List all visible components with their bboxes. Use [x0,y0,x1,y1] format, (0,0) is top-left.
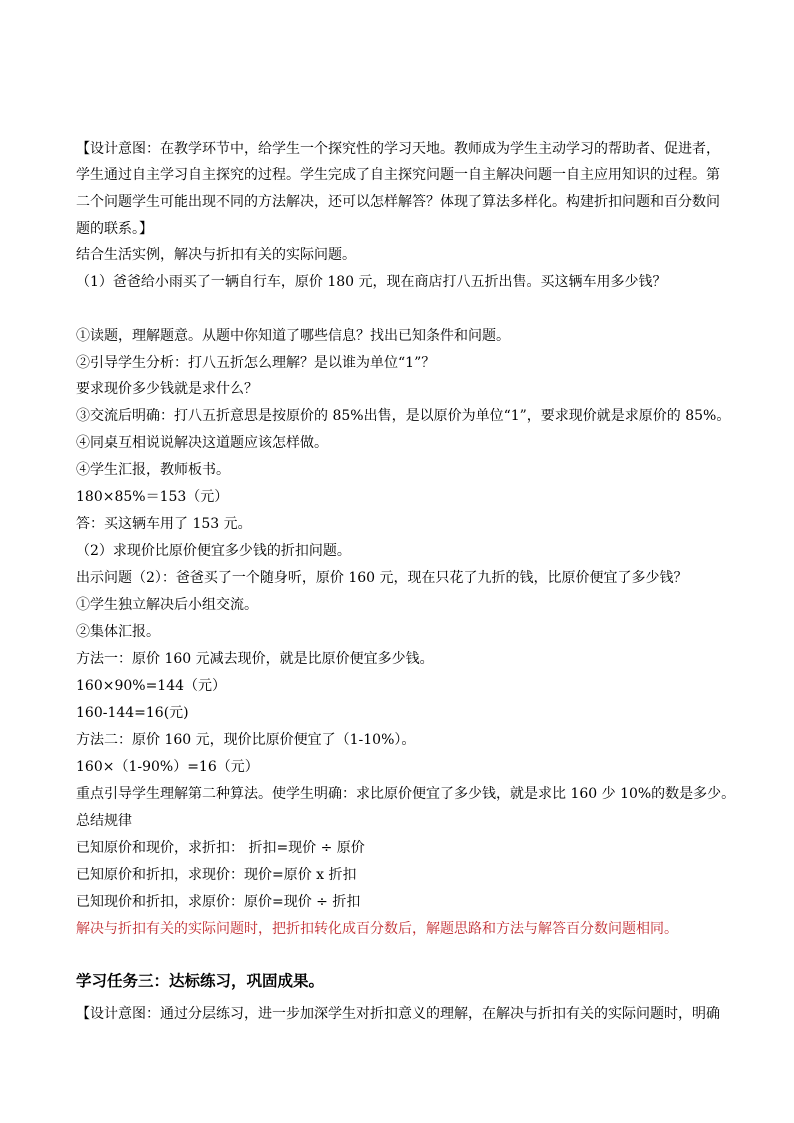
problem-2-title: （2）求现价比原价便宜多少钱的折扣问题。 [76,543,351,559]
method-1: 方法一：原价 160 元减去现价，就是比原价便宜多少钱。 [76,651,434,667]
step-read: ①读题，理解题意。从题中你知道了哪些信息？找出已知条件和问题。 [76,328,510,344]
rule-1: 已知原价和现价，求折扣： 折扣=现价 ÷ 原价 [76,840,365,856]
emphasis: 重点引导学生理解第二种算法。使学生明确：求比原价便宜了多少钱，就是求比 160 少 10%的数是多少。 [76,786,736,802]
step-group-report: ②集体汇报。 [76,624,160,640]
step-discuss: ④同桌互相说说解决这道题应该怎样做。 [76,435,328,451]
section-intro: 结合生活实例，解决与折扣有关的实际问题。 [76,247,356,263]
calc-1: 180×85%＝153（元） [76,489,229,505]
step-independent: ①学生独立解决后小组交流。 [76,597,258,613]
design-intent-line-2: 学生通过自主学习自主探究的过程。学生完成了自主探究问题一自主解决问题一自主应用知识的过程。第 [76,167,720,183]
method-2: 方法二：原价 160 元，现价比原价便宜了（1-10%）。 [76,732,416,748]
step-clarify: ③交流后明确：打八五折意思是按原价的 85%出售，是以原价为单位“1”，要求现价就是求原价的 85%。 [76,408,731,424]
design-intent-task-3: 【设计意图：通过分层练习，进一步加深学生对折扣意义的理解，在解决与折扣有关的实际问题时，明确 [76,1006,720,1022]
calc-2a: 160×90%=144（元） [76,678,227,694]
step-analyze: ②引导学生分析：打八五折怎么理解？是以谁为单位“1”？ [76,355,436,371]
conclusion-highlight: 解决与折扣有关的实际问题时，把折扣转化成百分数后，解题思路和方法与解答百分数问题相同。 [76,921,678,937]
design-intent-line-1: 【设计意图：在教学环节中，给学生一个探究性的学习天地。教师成为学生主动学习的帮助者、促进者， [76,141,720,157]
calc-2c: 160×（1-90%）=16（元） [76,759,259,775]
design-intent-line-3: 二个问题学生可能出现不同的方法解决，还可以怎样解答？体现了算法多样化。构建折扣问题和百分数问 [76,194,720,210]
rule-3: 已知现价和折扣，求原价：原价=现价 ÷ 折扣 [76,894,361,910]
rule-2: 已知原价和折扣，求现价：现价=原价 x 折扣 [76,867,357,883]
problem-2: 出示问题（2）：爸爸买了一个随身听，原价 160 元，现在只花了九折的钱，比原价便宜了多少钱？ [76,570,688,586]
design-intent-line-4: 题的联系。】 [76,221,153,237]
answer-1: 答：买这辆车用了 153 元。 [76,516,252,532]
step-report: ④学生汇报，教师板书。 [76,462,230,478]
summary-title: 总结规律 [76,813,132,829]
problem-1: （1）爸爸给小雨买了一辆自行车，原价 180 元，现在商店打八五折出售。买这辆车用多少钱？ [76,274,667,290]
task-3-heading: 学习任务三：达标练习，巩固成果。 [76,971,325,990]
calc-2b: 160-144=16(元) [76,705,189,721]
step-question: 要求现价多少钱就是求什么？ [76,381,258,397]
